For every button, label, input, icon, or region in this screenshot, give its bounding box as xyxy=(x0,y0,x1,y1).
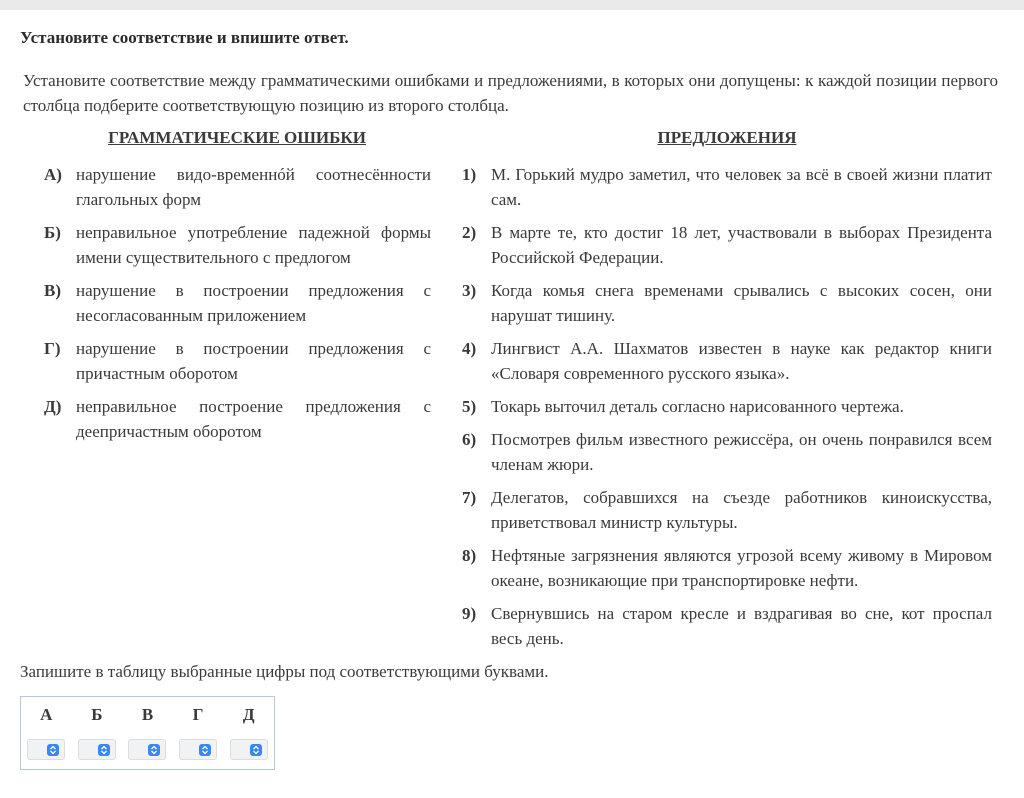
sentences-list xyxy=(462,162,992,659)
error-key: Д) xyxy=(44,397,62,416)
sentence-text: Лингвист А.А. Шахматов известен в науке как редактор книги «Словаря современного русского языка». xyxy=(491,339,992,383)
sentence-text: Токарь выточил деталь согласно нарисованного чертежа. xyxy=(491,397,904,416)
sentence-key: 2) xyxy=(462,223,477,242)
sentences-heading: ПРЕДЛОЖЕНИЯ xyxy=(657,128,797,147)
error-text: нарушение видо-временнóй соотнесённости глагольных форм xyxy=(76,165,431,209)
error-key: Г) xyxy=(44,339,61,358)
answer-instruction: Запишите в таблицу выбранные цифры под соответствующими буквами. xyxy=(20,662,549,681)
sentence-item-6 xyxy=(462,427,992,477)
error-text: неправильное употребление падежной формы имени существительного с предлогом xyxy=(76,223,431,267)
select-arrows-icon xyxy=(98,744,110,756)
answer-select-a[interactable] xyxy=(27,739,65,760)
answer-letter-b: Б xyxy=(91,705,103,724)
sentence-key: 6) xyxy=(462,430,477,449)
select-arrows-icon xyxy=(148,744,160,756)
sentence-key: 8) xyxy=(462,546,477,565)
sentence-item-5 xyxy=(462,394,992,419)
sentence-item-7 xyxy=(462,485,992,535)
answer-select-b[interactable] xyxy=(78,739,116,760)
select-arrows-icon xyxy=(250,744,262,756)
error-key: В) xyxy=(44,281,61,300)
answer-select-d[interactable] xyxy=(230,739,268,760)
errors-heading: ГРАММАТИЧЕСКИЕ ОШИБКИ xyxy=(108,128,366,147)
task-title: Установите соответствие и впишите ответ. xyxy=(20,28,349,47)
answer-letter-g: Г xyxy=(192,705,204,724)
answer-letter-d: Д xyxy=(242,705,255,724)
sentence-key: 4) xyxy=(462,339,477,358)
answer-select-v[interactable] xyxy=(128,739,166,760)
sentence-text: М. Горький мудро заметил, что человек за всё в своей жизни платит сам. xyxy=(491,165,992,209)
error-text: неправильное построение предложения с деепричастным оборотом xyxy=(76,397,431,441)
sentence-item-4 xyxy=(462,336,992,386)
error-text: нарушение в построении предложения с причастным оборотом xyxy=(76,339,431,383)
sentence-key: 3) xyxy=(462,281,477,300)
sentence-text: Посмотрев фильм известного режиссёра, он очень понравился всем членам жюри. xyxy=(491,430,992,474)
error-item-d xyxy=(44,394,431,444)
error-item-a xyxy=(44,162,431,212)
sentence-key: 5) xyxy=(462,397,477,416)
sentence-item-9 xyxy=(462,601,992,651)
sentence-text: В марте те, кто достиг 18 лет, участвовали в выборах Президента Российской Федерации. xyxy=(491,223,992,267)
top-bar xyxy=(0,0,1024,10)
sentence-text: Свернувшись на старом кресле и вздрагивая во сне, кот проспал весь день. xyxy=(491,604,992,648)
answer-letters-row xyxy=(21,705,274,725)
select-arrows-icon xyxy=(47,744,59,756)
answer-table xyxy=(20,696,275,770)
sentence-item-3 xyxy=(462,278,992,328)
answer-letter-v: В xyxy=(141,705,154,724)
task-instructions: Установите соответствие между грамматическими ошибками и предложениями, в которых они допущены: к каждой позиции первого столбца подберите соответствующую позицию из второго столбца. xyxy=(23,71,998,115)
sentence-text: Когда комья снега временами срывались с высоких сосен, они нарушат тишину. xyxy=(491,281,992,325)
sentence-item-2 xyxy=(462,220,992,270)
errors-list xyxy=(44,162,431,452)
sentence-key: 1) xyxy=(462,165,477,184)
select-arrows-icon xyxy=(199,744,211,756)
sentence-item-8 xyxy=(462,543,992,593)
answer-select-g[interactable] xyxy=(179,739,217,760)
sentence-item-1 xyxy=(462,162,992,212)
sentence-text: Делегатов, собравшихся на съезде работников киноискусства, приветствовал министр культуры. xyxy=(491,488,992,532)
answer-letter-a: А xyxy=(40,705,53,724)
error-item-g xyxy=(44,336,431,386)
error-text: нарушение в построении предложения с несогласованным приложением xyxy=(76,281,431,325)
sentence-key: 9) xyxy=(462,604,477,623)
error-key: Б) xyxy=(44,223,61,242)
error-key: А) xyxy=(44,165,62,184)
sentence-text: Нефтяные загрязнения являются угрозой всему живому в Мировом океане, возникающие при транспортировке нефти. xyxy=(491,546,992,590)
error-item-b xyxy=(44,220,431,270)
answer-selects-row xyxy=(21,739,274,760)
error-item-v xyxy=(44,278,431,328)
sentence-key: 7) xyxy=(462,488,477,507)
